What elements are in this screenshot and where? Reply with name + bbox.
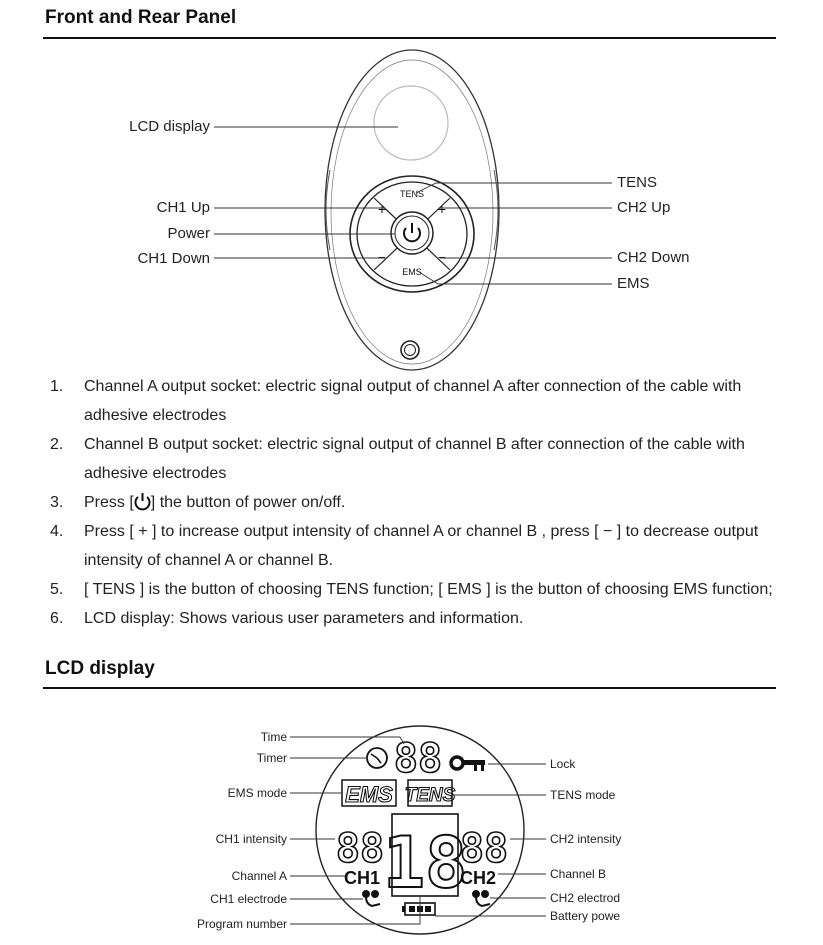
list-item-text-post: ] the button of power on/off. (150, 494, 346, 511)
list-item-number: 2. (50, 436, 64, 453)
list-item (50, 575, 780, 604)
label-time: Time (260, 730, 287, 744)
list-item-text-pre: Press [ (84, 494, 134, 511)
label-tens: TENS (617, 174, 658, 191)
label-ch2-intensity: CH2 intensity (550, 832, 622, 846)
label-timer: Timer (256, 751, 287, 765)
label-power: Power (167, 225, 210, 242)
ch2-minus-symbol: − (437, 249, 447, 265)
lcd-window (374, 86, 448, 160)
section-title-front-rear-panel: Front and Rear Panel (45, 7, 237, 28)
label-battery-power: Battery powe (550, 909, 621, 923)
list-item-number: 4. (50, 523, 64, 540)
program-digits: 18 (382, 822, 468, 904)
list-item-number: 6. (50, 610, 64, 627)
list-item-number: 3. (50, 494, 64, 511)
list-item-text: Channel B output socket: electric signal output of channel B after connection of the cable with adhesive electrodes (84, 436, 745, 482)
list-item (50, 372, 780, 430)
label-ch2-electrode: CH2 electrod (550, 891, 621, 905)
time-digits: 88 (393, 736, 443, 782)
lcd-diagram (0, 700, 823, 945)
label-ch1-up: CH1 Up (156, 199, 210, 216)
label-channel-b: Channel B (550, 867, 607, 881)
ch1-intensity-digits: 88 (335, 826, 385, 872)
label-channel-a: Channel A (231, 869, 287, 883)
ems-button-text: EMS (402, 267, 422, 277)
list-item-number: 1. (50, 378, 64, 395)
tens-button-text: TENS (399, 189, 425, 199)
tens-mode-text: TENS (404, 785, 456, 806)
list-item (50, 604, 780, 633)
ch2-indicator: CH2 (459, 868, 497, 888)
section-divider (43, 687, 776, 689)
list-item-text: [ TENS ] is the button of choosing TENS function; [ EMS ] is the button of choosing EMS function; (84, 581, 773, 598)
power-icon (134, 492, 151, 510)
label-ch1-intensity: CH1 intensity (215, 832, 287, 846)
label-program-number: Program number (196, 917, 287, 931)
ch1-indicator: CH1 (343, 868, 381, 888)
label-ch2-down: CH2 Down (617, 249, 690, 266)
label-ems-mode: EMS mode (227, 786, 287, 800)
ch1-minus-symbol: − (377, 249, 387, 265)
section-title-lcd-display: LCD display (45, 658, 155, 679)
list-item-number: 5. (50, 581, 64, 598)
ch2-plus-symbol: + (437, 201, 447, 217)
list-item-text: Press [ + ] to increase output intensity of channel A or channel B , press [ − ] to decrease output intensity of channel A or channel B. (84, 523, 759, 569)
instruction-list (50, 372, 780, 633)
list-item-text: Channel A output socket: electric signal output of channel A after connection of the cable with adhesive electrodes (84, 378, 742, 424)
device-illustration (0, 0, 823, 370)
label-lock: Lock (550, 757, 576, 771)
ems-mode-text: EMS (345, 782, 393, 807)
list-item (50, 430, 780, 488)
ch1-plus-symbol: + (377, 201, 387, 217)
label-lcd-display: LCD display (129, 118, 210, 135)
ch2-intensity-digits: 88 (459, 826, 509, 872)
label-ch2-up: CH2 Up (617, 199, 671, 216)
label-ems: EMS (617, 275, 650, 292)
list-item-text: LCD display: Shows various user parameters and information. (84, 610, 524, 627)
label-ch1-electrode: CH1 electrode (210, 892, 287, 906)
label-tens-mode: TENS mode (550, 788, 616, 802)
list-item (50, 488, 780, 517)
label-ch1-down: CH1 Down (137, 250, 210, 267)
list-item (50, 517, 780, 575)
